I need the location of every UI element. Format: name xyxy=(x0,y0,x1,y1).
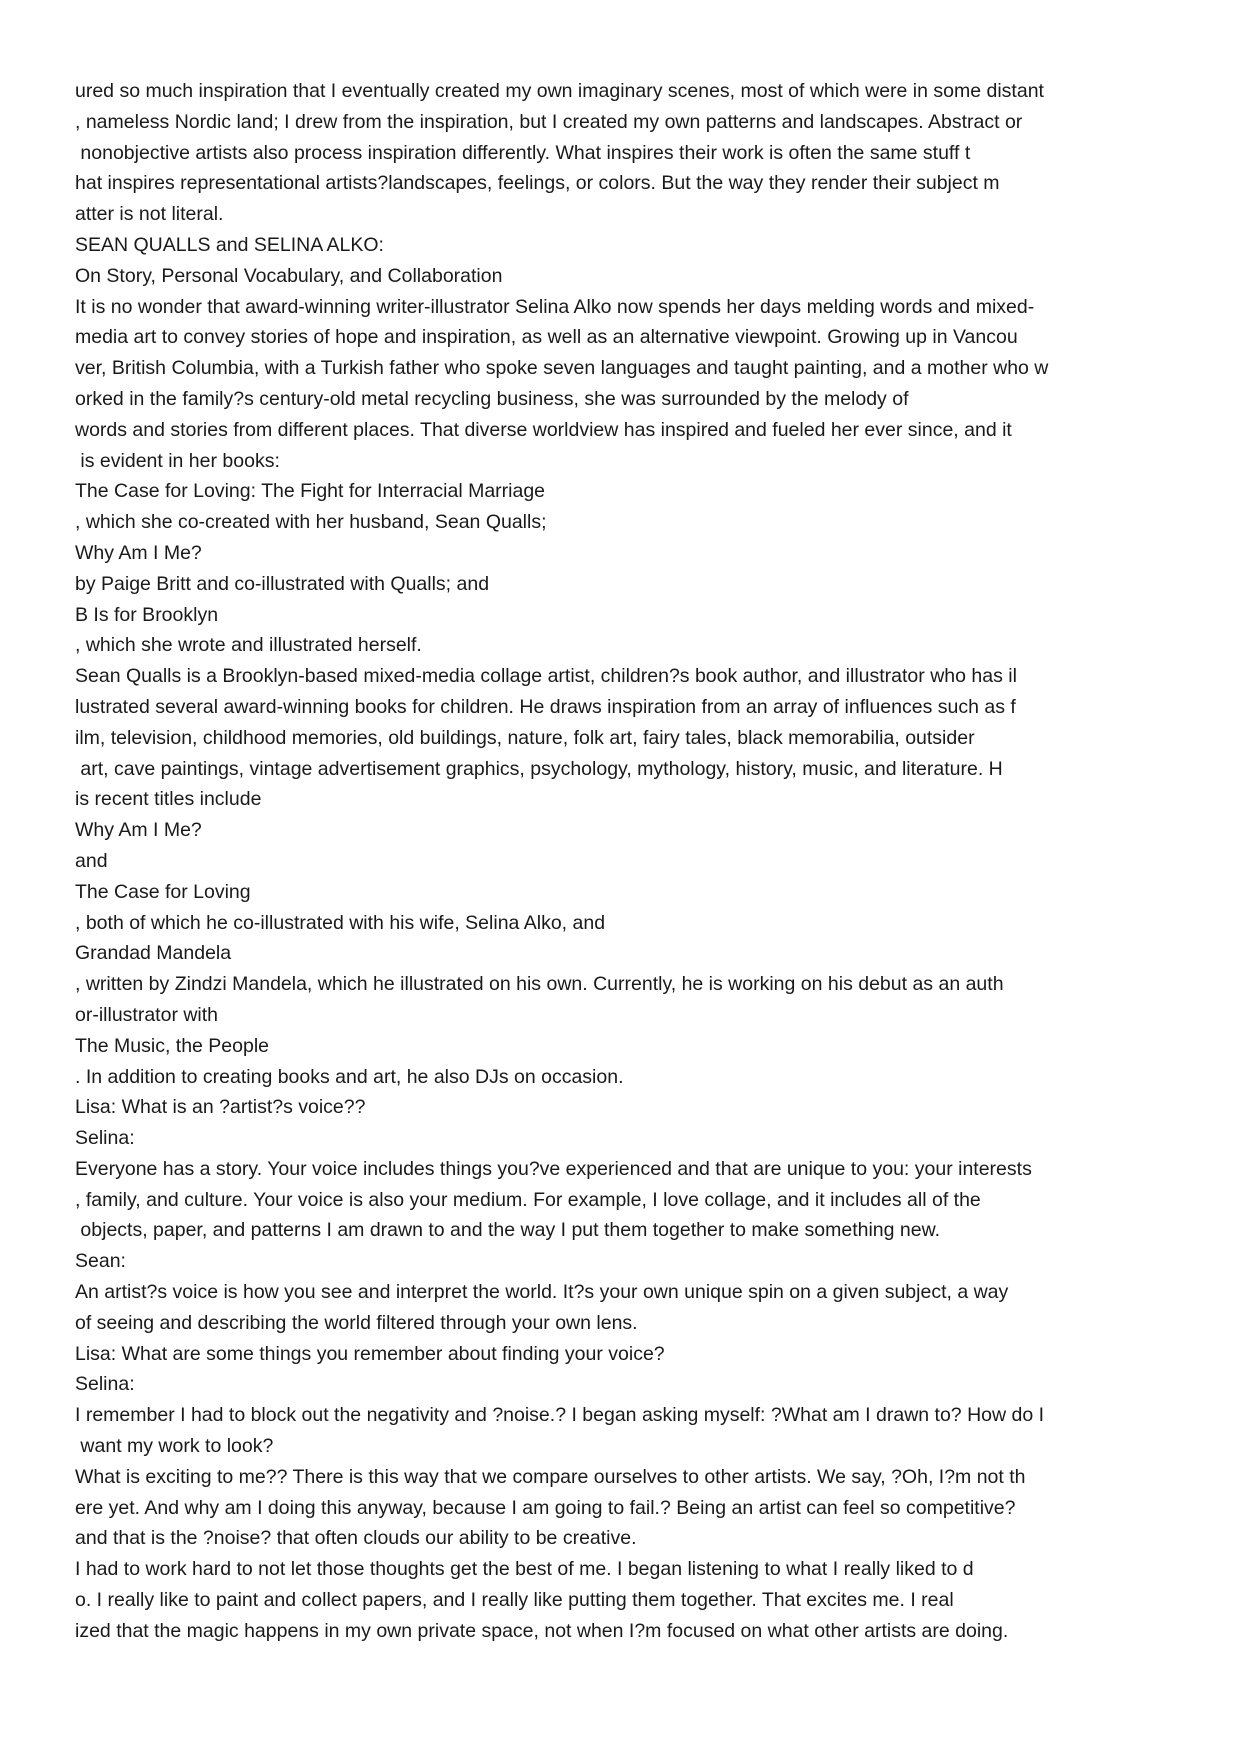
text-line: media art to convey stories of hope and inspiration, as well as an alternative viewpoint. Growing up in Vancou xyxy=(75,326,1018,349)
text-line: Why Am I Me? xyxy=(75,819,202,842)
text-line: Why Am I Me? xyxy=(75,541,202,564)
text-line: lustrated several award-winning books for children. He draws inspiration from an array of influences such as f xyxy=(75,695,1016,718)
text-line: , which she wrote and illustrated herself. xyxy=(75,634,422,657)
text-line: , family, and culture. Your voice is also your medium. For example, I love collage, and it includes all of the xyxy=(75,1188,981,1211)
text-line: , written by Zindzi Mandela, which he illustrated on his own. Currently, he is working on his debut as an auth xyxy=(75,973,1004,996)
text-line: is evident in her books: xyxy=(75,449,280,472)
text-line: I had to work hard to not let those thoughts get the best of me. I began listening to what I really liked to d xyxy=(75,1558,974,1581)
text-line: The Case for Loving: The Fight for Interracial Marriage xyxy=(75,480,546,503)
text-line: . In addition to creating books and art, he also DJs on occasion. xyxy=(75,1065,624,1088)
text-line: I remember I had to block out the negativity and ?noise.? I began asking myself: ?What am I drawn to? How do I xyxy=(75,1404,1045,1427)
text-line: o. I really like to paint and collect papers, and I really like putting them together. That excites me. I real xyxy=(75,1589,954,1612)
text-line: or-illustrator with xyxy=(75,1003,219,1026)
text-line: SEAN QUALLS and SELINA ALKO: xyxy=(75,233,384,256)
text-line: The Music, the People xyxy=(75,1034,270,1057)
text-line: ured so much inspiration that I eventually created my own imaginary scenes, most of which were in some distant xyxy=(75,80,1044,102)
text-line: ilm, television, childhood memories, old buildings, nature, folk art, fairy tales, black memorabilia, outsider xyxy=(75,726,975,749)
text-line: , both of which he co-illustrated with his wife, Selina Alko, and xyxy=(75,911,606,934)
text-line: orked in the family?s century-old metal recycling business, she was surrounded by the melody of xyxy=(75,387,909,410)
text-line: On Story, Personal Vocabulary, and Collaboration xyxy=(75,264,503,287)
text-line: is recent titles include xyxy=(75,788,262,811)
text-line: , which she co-created with her husband, Sean Qualls; xyxy=(75,511,547,534)
text-line: and that is the ?noise? that often clouds our ability to be creative. xyxy=(75,1527,637,1550)
text-line: art, cave paintings, vintage advertisement graphics, psychology, mythology, history, music, and literature. H xyxy=(75,757,1003,780)
text-line: atter is not literal. xyxy=(75,203,224,226)
text-line: It is no wonder that award-winning writer-illustrator Selina Alko now spends her days melding words and mixed- xyxy=(75,295,1035,318)
text-line: Sean Qualls is a Brooklyn-based mixed-media collage artist, children?s book author, and illustrator who has il xyxy=(75,665,1017,688)
body-text xyxy=(75,76,1175,1647)
text-line: ere yet. And why am I doing this anyway, because I am going to fail.? Being an artist can feel so competitive? xyxy=(75,1496,1016,1519)
text-line: Grandad Mandela xyxy=(75,942,232,965)
text-line: ized that the magic happens in my own private space, not when I?m focused on what other artists are doing. xyxy=(75,1619,1009,1642)
text-line: The Case for Loving xyxy=(75,880,251,903)
text-line: Sean: xyxy=(75,1250,126,1273)
text-line: and xyxy=(75,849,108,872)
text-line: What is exciting to me?? There is this way that we compare ourselves to other artists. We say, ?Oh, I?m not th xyxy=(75,1465,1026,1488)
text-line: by Paige Britt and co-illustrated with Qualls; and xyxy=(75,572,490,595)
text-line: ver, British Columbia, with a Turkish father who spoke seven languages and taught painting, and a mother who w xyxy=(75,357,1049,380)
text-line: Selina: xyxy=(75,1373,135,1396)
text-line: want my work to look? xyxy=(75,1435,274,1458)
text-line: , nameless Nordic land; I drew from the inspiration, but I created my own patterns and landscapes. Abstract or xyxy=(75,110,1023,133)
text-line: nonobjective artists also process inspiration differently. What inspires their work is often the same stuff t xyxy=(75,141,971,164)
text-line: Lisa: What is an ?artist?s voice?? xyxy=(75,1096,366,1119)
text-line: Lisa: What are some things you remember about finding your voice? xyxy=(75,1342,665,1365)
text-line: words and stories from different places. That diverse worldview has inspired and fueled her ever since, and it xyxy=(75,418,1012,441)
text-line: Everyone has a story. Your voice includes things you?ve experienced and that are unique to you: your interests xyxy=(75,1157,1032,1180)
text-line: B Is for Brooklyn xyxy=(75,603,219,626)
text-line: hat inspires representational artists?landscapes, feelings, or colors. But the way they render their subject m xyxy=(75,172,1000,195)
text-line: of seeing and describing the world filtered through your own lens. xyxy=(75,1311,638,1334)
text-line: An artist?s voice is how you see and interpret the world. It?s your own unique spin on a given subject, a way xyxy=(75,1281,1009,1304)
text-line: objects, paper, and patterns I am drawn to and the way I put them together to make something new. xyxy=(75,1219,941,1242)
text-line: Selina: xyxy=(75,1127,135,1150)
